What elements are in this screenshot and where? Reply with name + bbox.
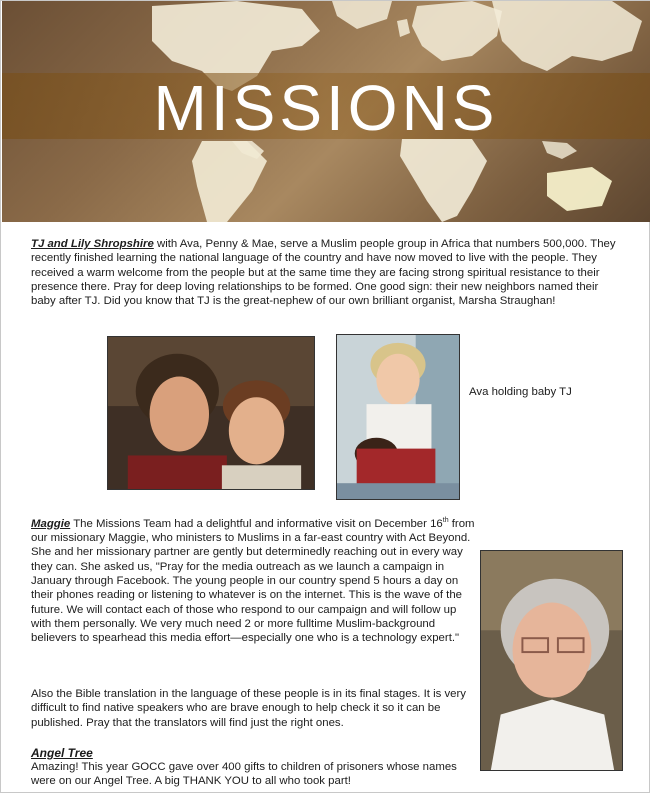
angel-tree-paragraph: Amazing! This year GOCC gave over 400 gifts to children of prisoners whose names were on our Angel Tree. A big THANK YOU to all who took part! <box>31 761 457 788</box>
tj-lily-photo <box>107 336 315 490</box>
tj-lily-paragraph <box>31 237 626 308</box>
tj-lily-name: TJ and Lily Shropshire <box>31 238 154 250</box>
maggie-text-start: The Missions Team had a delightful and informative visit on December 16 <box>70 517 443 530</box>
ava-baby-photo <box>336 334 460 500</box>
maggie-photo <box>480 550 623 771</box>
tj-lily-text: with Ava, Penny & Mae, serve a Muslim people group in Africa that numbers 500,000. They recently finished learning the national language of the country and have now moved to live with the people. They received a warm welcome from the people but at the same time they are facing strong spiritual resistance to their presence there. Pray for deep loving relationships to be formed. One good sign: their new neighbors named their baby after TJ. Did you know that TJ is the great-nephew of our own brilliant organist, Marsha Straughan! <box>31 238 616 308</box>
maggie-paragraph <box>31 514 476 645</box>
ava-photo-caption: Ava holding baby TJ <box>469 386 572 398</box>
maggie-name: Maggie <box>31 517 71 530</box>
banner-title: MISSIONS <box>153 72 499 144</box>
maggie-date-suffix: th <box>442 517 449 524</box>
missions-banner <box>2 1 650 222</box>
angel-tree-heading: Angel Tree <box>31 746 93 760</box>
bible-translation-paragraph: Also the Bible translation in the language of these people is in its final stages. It is very difficult to find native speakers who are brave enough to help check it so it can be published. Pray that the translators will find just the right ones. <box>31 688 466 729</box>
maggie-text-rest: from our missionary Maggie, who ministers to Muslims in a far-east country with Act Beyond. She and her missionary partner are gently but determinedly reaching out in every way they can. She asked us, "Pray for the media outreach as we launch a campaign in January through Facebook. The young people in our country spend 5 hours a day on their phones reading or listening to whatever is on the internet. This is the wave of the future. We will contact each of those who respond to our campaign and will follow up with them personally. We very much need 2 or more fulltime Muslim-background believers to spearhead this media effort—especially one who is a technology expert." <box>31 517 475 645</box>
